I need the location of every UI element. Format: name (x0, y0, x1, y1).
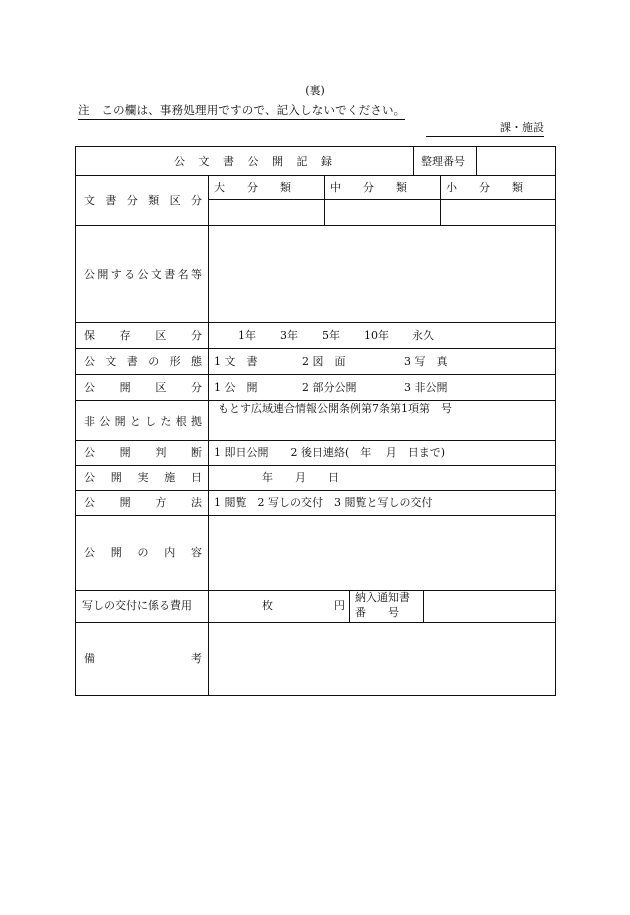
medium-category-label: 中 分 類 (330, 181, 407, 194)
fee-sheets-unit: 枚 (262, 599, 273, 612)
grounds-label: 非公開とした根拠 (84, 415, 202, 428)
small-category-field[interactable] (441, 200, 554, 224)
remarks-label: 備考 (84, 652, 202, 665)
form-option-drawing[interactable]: 2 図 面 (302, 355, 346, 368)
disclosure-option-public[interactable]: 1 公 開 (214, 381, 258, 394)
seiri-number-label: 整理番号 (421, 155, 465, 168)
retention-option-5[interactable]: 5年 (322, 329, 340, 342)
method-text[interactable]: 1 閲覧 2 写しの交付 3 閲覧と写しの交付 (214, 496, 433, 509)
notice-number-label-2: 番 号 (355, 606, 399, 619)
retention-label: 保存区分 (84, 329, 202, 342)
remarks-field[interactable] (209, 623, 554, 694)
disclosure-label: 公開区分 (84, 381, 202, 394)
classification-label: 文書分類区分 (84, 194, 202, 207)
disclosure-option-partial[interactable]: 2 部分公開 (302, 381, 357, 394)
disclosure-option-private[interactable]: 3 非公開 (404, 381, 448, 394)
retention-option-3[interactable]: 3年 (280, 329, 298, 342)
method-label: 公開方法 (84, 496, 202, 509)
fee-yen-unit: 円 (334, 599, 345, 612)
date-label: 公開実施日 (84, 471, 202, 484)
form-label: 公文書の形態 (84, 355, 202, 368)
content-label: 公開の内容 (84, 546, 202, 559)
form-title: 公文書公開記録 (174, 155, 332, 168)
department-field[interactable]: 課・施設 (426, 120, 544, 137)
large-category-label: 大 分 類 (214, 181, 291, 194)
document-name-field[interactable] (209, 226, 554, 321)
back-side-label: (裏) (305, 84, 325, 97)
large-category-field[interactable] (209, 200, 323, 224)
retention-option-10[interactable]: 10年 (364, 329, 389, 342)
notice-number-label-1: 納入通知書 (355, 591, 410, 604)
retention-option-permanent[interactable]: 永久 (412, 329, 434, 342)
medium-category-field[interactable] (325, 200, 439, 224)
fee-label: 写しの交付に係る費用 (82, 599, 192, 612)
grounds-text[interactable]: もとす広域連合情報公開条例第7条第1項第 号 (218, 402, 452, 415)
small-category-label: 小 分 類 (446, 181, 523, 194)
form-option-document[interactable]: 1 文 書 (214, 355, 258, 368)
record-form (75, 146, 556, 696)
form-option-photo[interactable]: 3 写 真 (404, 355, 448, 368)
notice-number-field[interactable] (424, 591, 554, 621)
seiri-number-field[interactable] (477, 148, 554, 174)
content-field[interactable] (209, 516, 554, 589)
judgment-text[interactable]: 1 即日公開 2 後日連絡( 年 月 日まで) (214, 446, 446, 459)
retention-option-1[interactable]: 1年 (238, 329, 256, 342)
document-name-label: 公開する公文書名等 (84, 268, 202, 281)
date-text[interactable]: 年 月 日 (262, 471, 339, 484)
note-text: 注 この欄は、事務処理用ですので、記入しないでください。 (78, 102, 405, 120)
judgment-label: 公開判断 (84, 446, 202, 459)
